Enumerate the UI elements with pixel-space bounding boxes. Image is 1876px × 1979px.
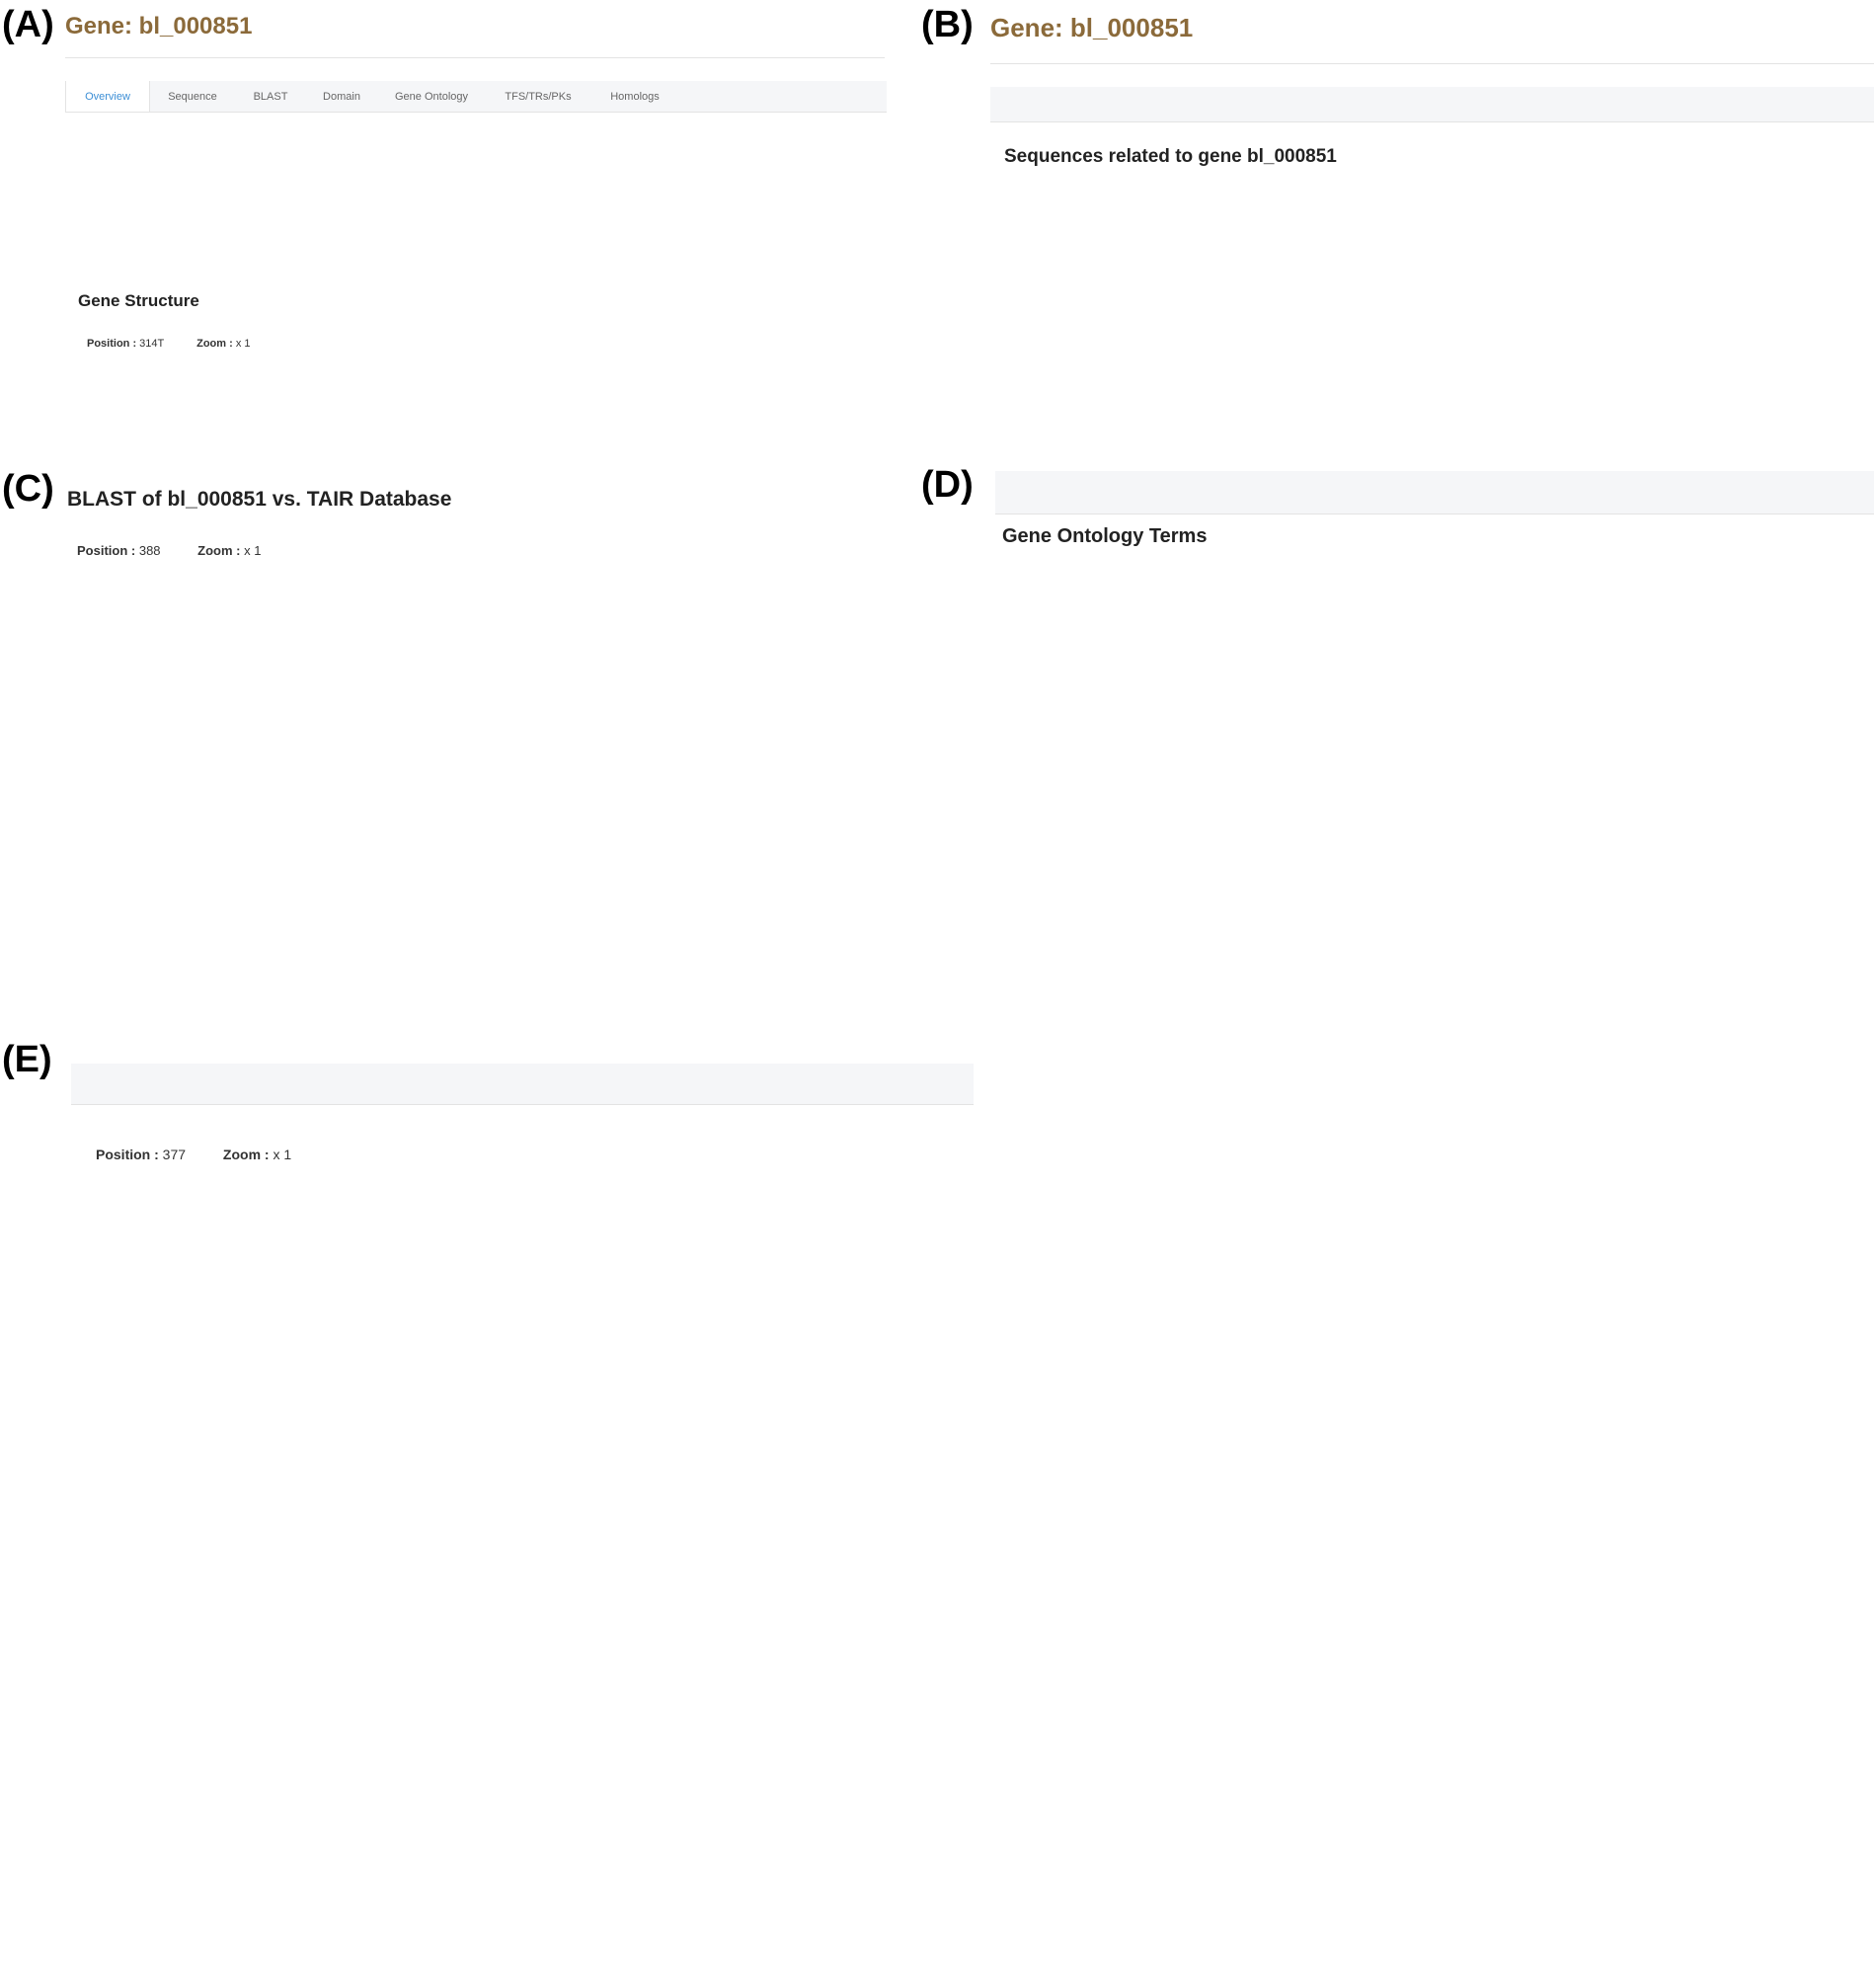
- panel-a-label: (A): [2, 4, 54, 45]
- blast-hits-chart[interactable]: [71, 581, 948, 735]
- zoom-label: Zoom :: [197, 543, 241, 558]
- panel-b-tab-bar: [990, 87, 1874, 122]
- panel-e-position-readout: [96, 1147, 291, 1162]
- tab-gene-ontology[interactable]: Gene Ontology: [395, 90, 468, 103]
- panel-a-position-readout: [87, 338, 251, 350]
- position-label: Position :: [96, 1147, 159, 1162]
- gene-structure-chart[interactable]: [79, 370, 849, 439]
- panel-a-gene-title: Gene: bl_000851: [65, 13, 253, 40]
- zoom-value: x 1: [273, 1147, 292, 1162]
- position-value: 388: [138, 543, 161, 558]
- tab-overview[interactable]: Overview: [65, 81, 150, 112]
- panel-b-divider: [990, 63, 1874, 64]
- panel-b-gene-title: Gene: bl_000851: [990, 13, 1194, 42]
- panel-c-position-readout: [77, 543, 261, 558]
- panel-c-label: (C): [2, 468, 54, 510]
- domain-tracks-chart[interactable]: [87, 1185, 976, 1414]
- tab-tfs-trs-pks[interactable]: TFS/TRs/PKs: [505, 90, 572, 103]
- panel-d-label: (D): [921, 464, 974, 506]
- gene-structure-title: Gene Structure: [78, 291, 199, 310]
- position-label: Position :: [87, 338, 137, 350]
- zoom-label: Zoom :: [222, 1147, 270, 1162]
- tab-blast[interactable]: BLAST: [253, 90, 288, 103]
- position-label: Position :: [77, 543, 136, 558]
- zoom-value: x 1: [244, 543, 262, 558]
- panel-e-label: (E): [2, 1039, 52, 1080]
- panel-b-label: (B): [921, 4, 974, 45]
- panel-a-tab-bar: [65, 81, 887, 113]
- blast-title: BLAST of bl_000851 vs. TAIR Database: [67, 488, 452, 511]
- tab-homologs[interactable]: Homologs: [610, 90, 660, 103]
- sequences-heading: Sequences related to gene bl_000851: [1004, 146, 1337, 167]
- tab-sequence[interactable]: Sequence: [168, 90, 217, 103]
- panel-d-tab-bar: [995, 471, 1874, 515]
- tab-domain[interactable]: Domain: [323, 90, 360, 103]
- position-value: 377: [162, 1147, 187, 1162]
- panel-a-divider: [65, 57, 885, 58]
- go-terms-title: Gene Ontology Terms: [1002, 525, 1208, 547]
- position-value: 314T: [139, 338, 165, 350]
- panel-e-tab-bar: [71, 1064, 974, 1105]
- zoom-label: Zoom :: [196, 338, 233, 350]
- zoom-value: x 1: [235, 338, 251, 350]
